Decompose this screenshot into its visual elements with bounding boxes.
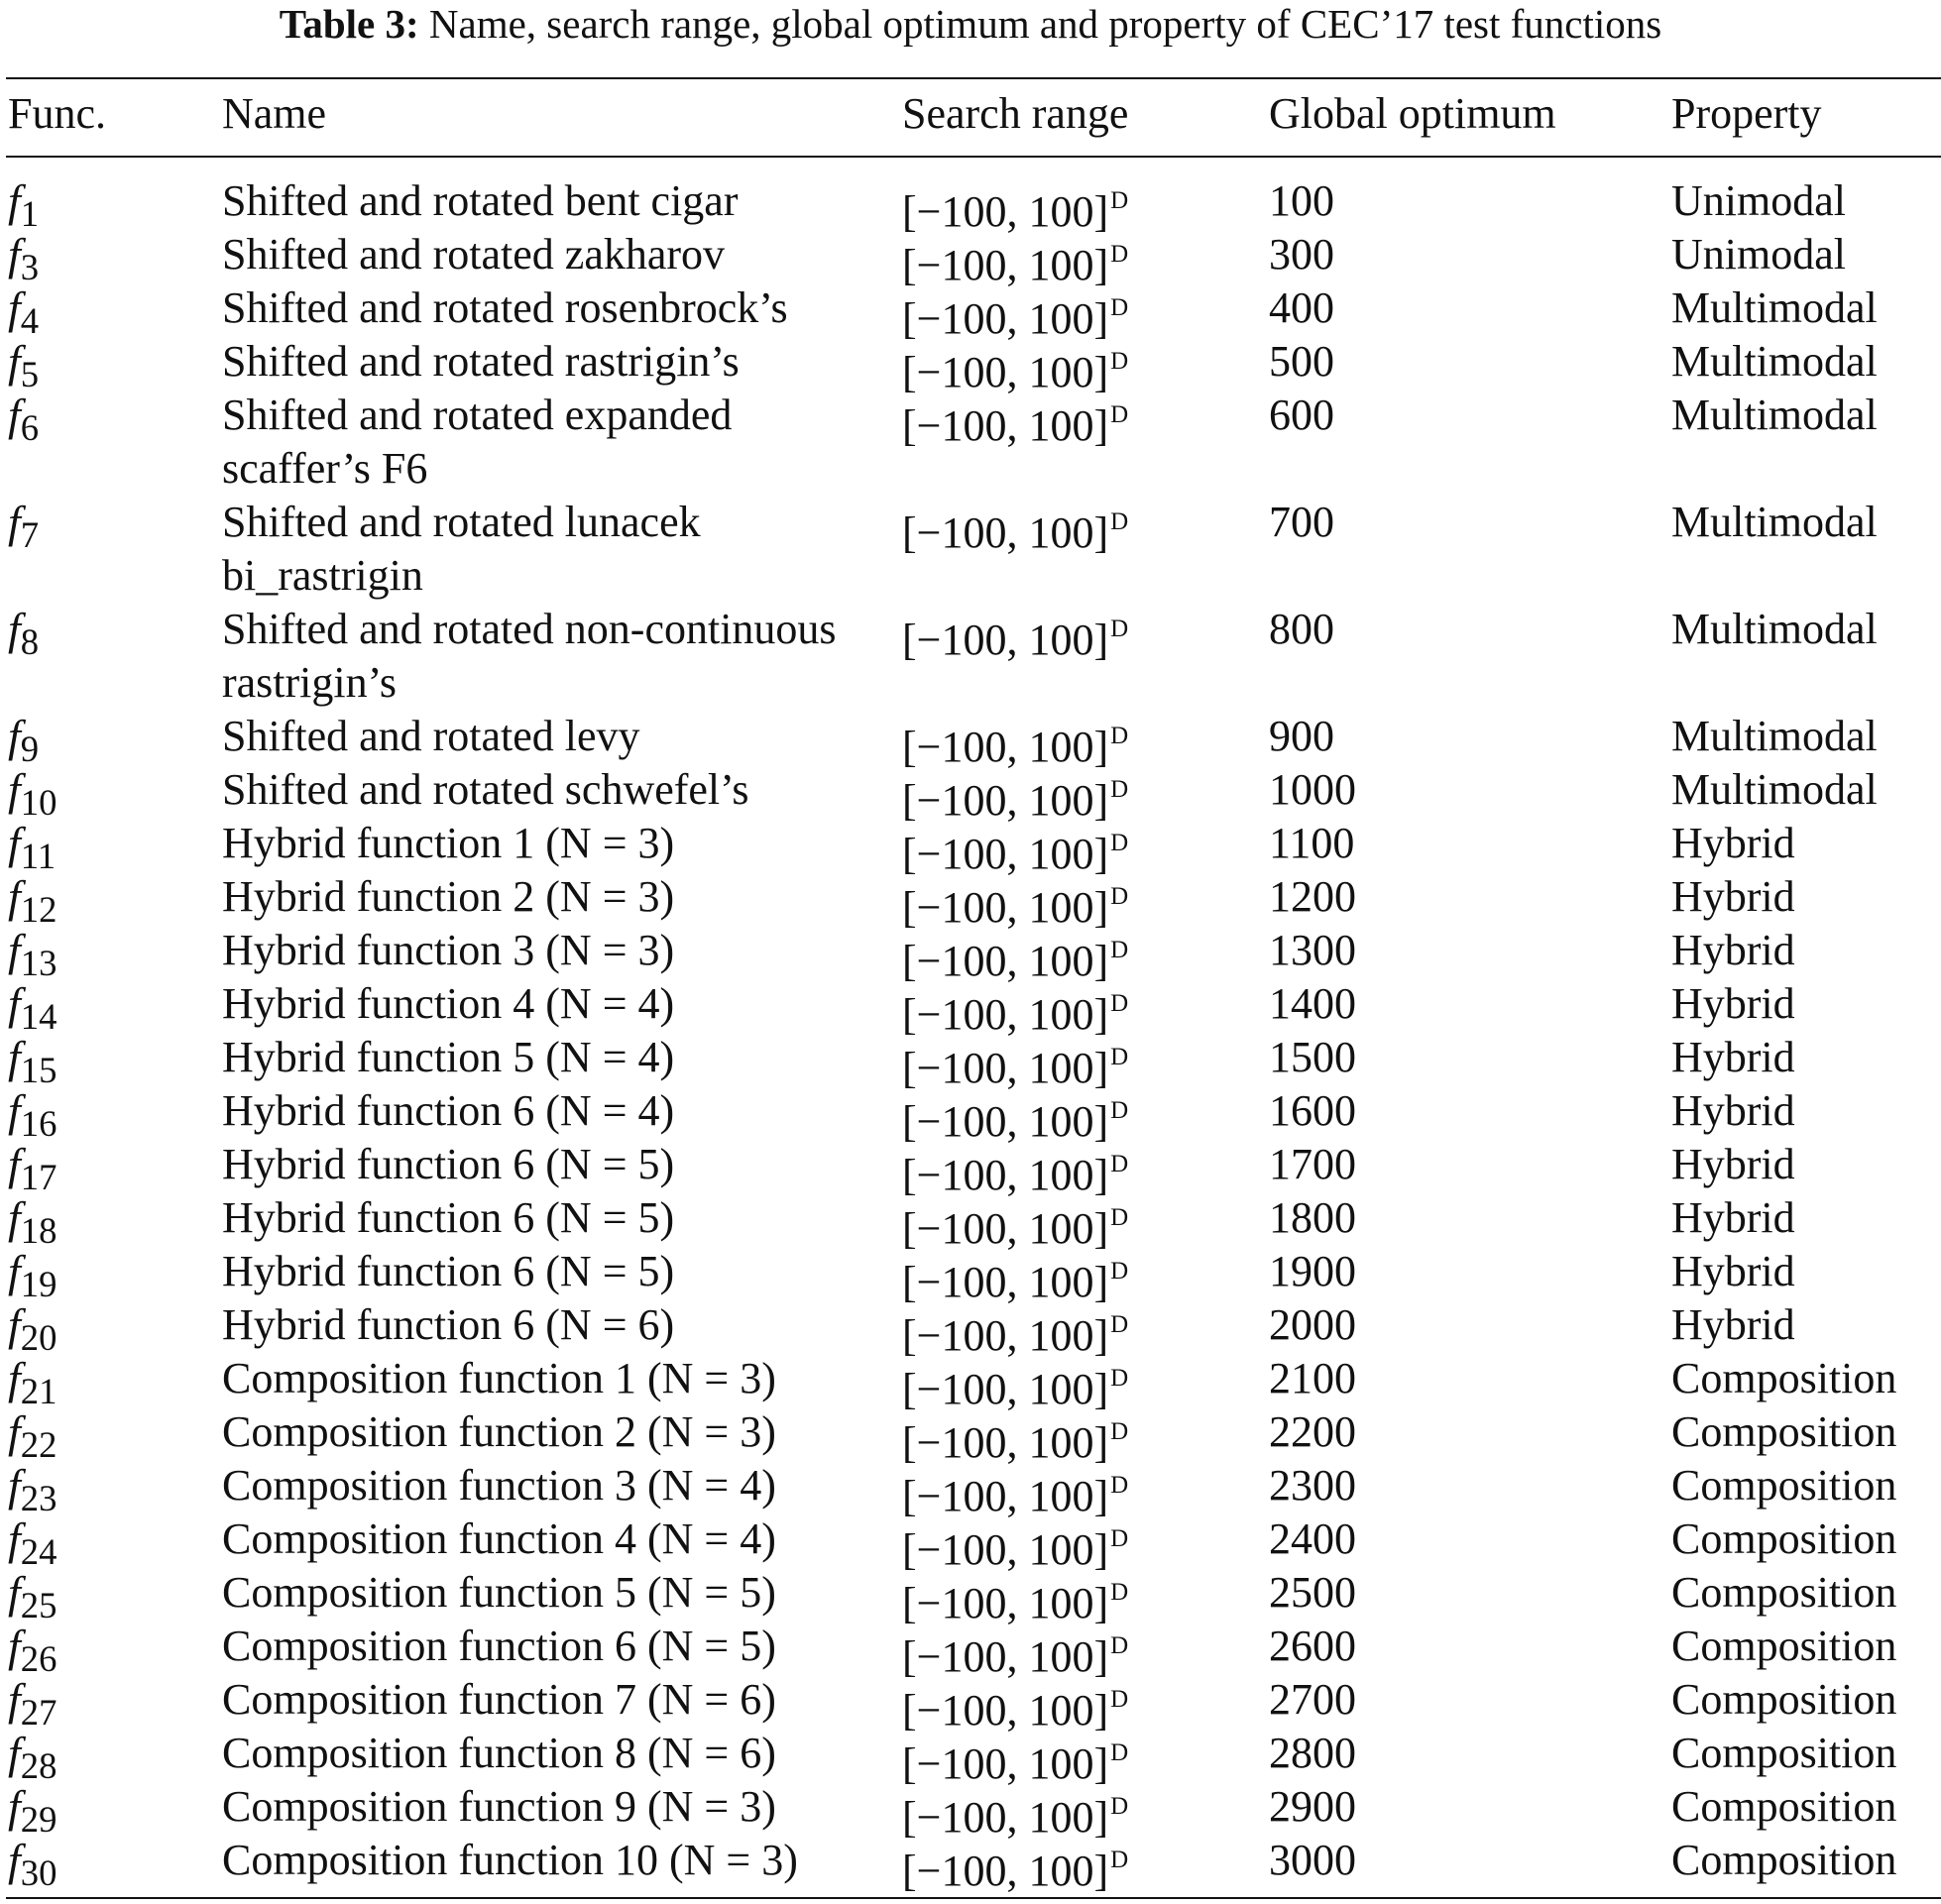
func-index: 9	[20, 728, 40, 769]
property-cell: Composition	[1671, 1354, 1897, 1402]
range-value: [−100, 100]	[902, 1525, 1109, 1574]
range-dimension: D	[1110, 616, 1129, 642]
header-func: Func.	[8, 89, 106, 138]
func-symbol: f	[8, 175, 21, 226]
property-cell: Hybrid	[1671, 872, 1795, 921]
name-cell: Hybrid function 3 (N = 3)	[222, 926, 675, 974]
func-symbol: f	[8, 1728, 21, 1778]
table-body	[0, 174, 1941, 1895]
global-optimum-cell: 2100	[1269, 1354, 1356, 1402]
property-cell: Multimodal	[1671, 605, 1878, 653]
func-symbol: f	[8, 1674, 21, 1725]
range-dimension: D	[1110, 1258, 1129, 1285]
func-cell	[8, 496, 39, 562]
func-index: 17	[20, 1156, 57, 1197]
name-cell: Hybrid function 6 (N = 6)	[222, 1300, 675, 1349]
range-value: [−100, 100]	[902, 1258, 1109, 1306]
func-index: 8	[20, 620, 40, 662]
range-value: [−100, 100]	[902, 1686, 1109, 1735]
property-cell: Composition	[1671, 1622, 1897, 1670]
range-dimension: D	[1110, 1739, 1129, 1766]
table-row	[0, 817, 1941, 878]
header-rule	[6, 156, 1941, 158]
caption-text: Name, search range, global optimum and property of CEC’17 test functions	[428, 1, 1662, 47]
func-index: 27	[20, 1691, 57, 1733]
range-value: [−100, 100]	[902, 1151, 1109, 1199]
name-cell: Composition function 6 (N = 5)	[222, 1622, 776, 1670]
global-optimum-cell: 1800	[1269, 1193, 1356, 1242]
func-symbol: f	[8, 1406, 21, 1457]
name-cell: Composition function 3 (N = 4)	[222, 1461, 776, 1510]
range-dimension: D	[1110, 1847, 1129, 1873]
name-cell: Composition function 8 (N = 6)	[222, 1729, 776, 1777]
name-cell: Shifted and rotated zakharov	[222, 230, 726, 279]
name-cell: Shifted and rotated levy	[222, 712, 640, 760]
func-symbol: f	[8, 604, 21, 654]
range-value: [−100, 100]	[902, 1632, 1109, 1681]
range-value: [−100, 100]	[902, 1472, 1109, 1520]
range-value: [−100, 100]	[902, 616, 1109, 664]
range-dimension: D	[1110, 776, 1129, 803]
top-rule	[6, 77, 1941, 79]
range-dimension: D	[1110, 401, 1129, 428]
search-range-cell	[902, 603, 1128, 667]
range-value: [−100, 100]	[902, 1793, 1109, 1842]
range-value: [−100, 100]	[902, 187, 1109, 236]
name-cell: Hybrid function 6 (N = 5)	[222, 1193, 675, 1242]
property-cell: Hybrid	[1671, 926, 1795, 974]
table-row	[0, 1834, 1941, 1895]
table-row	[0, 1298, 1941, 1360]
table-row	[0, 1620, 1941, 1681]
range-dimension: D	[1110, 187, 1129, 214]
global-optimum-cell: 1600	[1269, 1086, 1356, 1135]
table-row	[0, 174, 1941, 236]
func-index: 16	[20, 1102, 57, 1144]
property-cell: Hybrid	[1671, 1086, 1795, 1135]
func-index: 5	[20, 353, 40, 394]
func-cell	[8, 389, 39, 455]
func-index: 25	[20, 1584, 57, 1625]
table-row	[0, 603, 1941, 710]
func-index: 18	[20, 1209, 57, 1251]
range-value: [−100, 100]	[902, 830, 1109, 878]
func-index: 7	[20, 513, 40, 555]
range-dimension: D	[1110, 1632, 1129, 1659]
search-range-cell	[902, 1834, 1128, 1898]
table-row	[0, 281, 1941, 343]
func-symbol: f	[8, 978, 21, 1029]
property-cell: Hybrid	[1671, 979, 1795, 1028]
func-index: 11	[20, 835, 57, 876]
func-index: 15	[20, 1049, 57, 1090]
func-symbol: f	[8, 229, 21, 280]
range-value: [−100, 100]	[902, 1097, 1109, 1146]
range-value: [−100, 100]	[902, 1418, 1109, 1467]
range-dimension: D	[1110, 1044, 1129, 1070]
func-symbol: f	[8, 1353, 21, 1403]
global-optimum-cell: 2000	[1269, 1300, 1356, 1349]
global-optimum-cell: 1100	[1269, 819, 1355, 867]
property-cell: Multimodal	[1671, 283, 1878, 332]
property-cell: Unimodal	[1671, 230, 1846, 279]
table-row	[0, 1405, 1941, 1467]
range-value: [−100, 100]	[902, 401, 1109, 450]
global-optimum-cell: 3000	[1269, 1836, 1356, 1884]
global-optimum-cell: 2500	[1269, 1568, 1356, 1617]
table-row	[0, 1191, 1941, 1253]
global-optimum-cell: 600	[1269, 391, 1334, 439]
property-cell: Multimodal	[1671, 337, 1878, 386]
header-property: Property	[1671, 89, 1822, 138]
func-index: 22	[20, 1423, 57, 1465]
table-row	[0, 335, 1941, 396]
table-row	[0, 1138, 1941, 1199]
range-dimension: D	[1110, 294, 1129, 321]
range-dimension: D	[1110, 1151, 1129, 1177]
func-index: 6	[20, 406, 40, 448]
range-value: [−100, 100]	[902, 1739, 1109, 1788]
range-value: [−100, 100]	[902, 1044, 1109, 1092]
global-optimum-cell: 1000	[1269, 765, 1356, 814]
func-symbol: f	[8, 1460, 21, 1511]
name-cell: Shifted and rotated non-continuous rastrigin’s	[222, 605, 837, 707]
func-index: 14	[20, 995, 57, 1037]
global-optimum-cell: 1200	[1269, 872, 1356, 921]
global-optimum-cell: 1400	[1269, 979, 1356, 1028]
table-caption	[0, 0, 1941, 50]
range-value: [−100, 100]	[902, 937, 1109, 985]
property-cell: Hybrid	[1671, 819, 1795, 867]
name-cell: Shifted and rotated bent cigar	[222, 176, 739, 225]
func-symbol: f	[8, 711, 21, 761]
range-dimension: D	[1110, 830, 1129, 856]
global-optimum-cell: 1700	[1269, 1140, 1356, 1188]
range-dimension: D	[1110, 1418, 1129, 1445]
range-dimension: D	[1110, 1097, 1129, 1124]
table-row	[0, 496, 1941, 603]
name-cell: Hybrid function 4 (N = 4)	[222, 979, 675, 1028]
name-cell: Shifted and rotated expanded scaffer’s F6	[222, 391, 733, 493]
range-value: [−100, 100]	[902, 241, 1109, 289]
global-optimum-cell: 1500	[1269, 1033, 1356, 1081]
property-cell: Hybrid	[1671, 1033, 1795, 1081]
range-value: [−100, 100]	[902, 348, 1109, 396]
property-cell: Composition	[1671, 1675, 1897, 1724]
range-value: [−100, 100]	[902, 883, 1109, 932]
func-symbol: f	[8, 282, 21, 333]
property-cell: Hybrid	[1671, 1193, 1795, 1242]
table-row	[0, 1245, 1941, 1306]
name-cell: Shifted and rotated schwefel’s	[222, 765, 749, 814]
func-symbol: f	[8, 1299, 21, 1350]
func-index: 29	[20, 1798, 57, 1840]
func-index: 23	[20, 1477, 57, 1518]
name-cell: Composition function 9 (N = 3)	[222, 1782, 776, 1831]
table-row	[0, 228, 1941, 289]
range-dimension: D	[1110, 723, 1129, 749]
range-dimension: D	[1110, 348, 1129, 375]
property-cell: Hybrid	[1671, 1140, 1795, 1188]
global-optimum-cell: 900	[1269, 712, 1334, 760]
range-dimension: D	[1110, 1204, 1129, 1231]
func-symbol: f	[8, 336, 21, 387]
property-cell: Composition	[1671, 1568, 1897, 1617]
func-symbol: f	[8, 764, 21, 815]
func-index: 10	[20, 781, 57, 823]
table-row	[0, 1084, 1941, 1146]
name-cell: Composition function 2 (N = 3)	[222, 1407, 776, 1456]
global-optimum-cell: 800	[1269, 605, 1334, 653]
func-symbol: f	[8, 1567, 21, 1618]
property-cell: Hybrid	[1671, 1247, 1795, 1295]
func-symbol: f	[8, 1139, 21, 1189]
name-cell: Composition function 1 (N = 3)	[222, 1354, 776, 1402]
func-symbol: f	[8, 1835, 21, 1885]
func-index: 19	[20, 1263, 57, 1304]
name-cell: Hybrid function 6 (N = 5)	[222, 1247, 675, 1295]
property-cell: Composition	[1671, 1461, 1897, 1510]
func-index: 1	[20, 192, 40, 234]
range-value: [−100, 100]	[902, 1365, 1109, 1413]
table-row	[0, 1459, 1941, 1520]
range-dimension: D	[1110, 990, 1129, 1017]
name-cell: Hybrid function 6 (N = 4)	[222, 1086, 675, 1135]
range-value: [−100, 100]	[902, 990, 1109, 1039]
func-index: 4	[20, 299, 40, 341]
range-value: [−100, 100]	[902, 723, 1109, 771]
search-range-cell	[902, 496, 1128, 560]
table-row	[0, 870, 1941, 932]
func-index: 20	[20, 1316, 57, 1358]
range-value: [−100, 100]	[902, 1847, 1109, 1895]
func-index: 24	[20, 1530, 57, 1572]
range-dimension: D	[1110, 1311, 1129, 1338]
table-row	[0, 1780, 1941, 1842]
func-symbol: f	[8, 1621, 21, 1671]
func-symbol: f	[8, 1192, 21, 1243]
table-row	[0, 1673, 1941, 1735]
header-name: Name	[222, 89, 327, 138]
range-value: [−100, 100]	[902, 508, 1109, 557]
global-optimum-cell: 1300	[1269, 926, 1356, 974]
range-dimension: D	[1110, 1472, 1129, 1499]
name-cell: Hybrid function 6 (N = 5)	[222, 1140, 675, 1188]
global-optimum-cell: 1900	[1269, 1247, 1356, 1295]
property-cell: Multimodal	[1671, 498, 1878, 546]
property-cell: Unimodal	[1671, 176, 1846, 225]
name-cell: Shifted and rotated rastrigin’s	[222, 337, 740, 386]
range-value: [−100, 100]	[902, 776, 1109, 825]
property-cell: Composition	[1671, 1407, 1897, 1456]
range-value: [−100, 100]	[902, 1204, 1109, 1253]
func-symbol: f	[8, 1513, 21, 1564]
table-row	[0, 1512, 1941, 1574]
func-symbol: f	[8, 925, 21, 975]
func-symbol: f	[8, 1032, 21, 1082]
func-cell	[8, 1834, 57, 1900]
table-row	[0, 1031, 1941, 1092]
caption-label: Table 3:	[279, 1, 419, 47]
func-index: 12	[20, 888, 57, 930]
range-dimension: D	[1110, 508, 1129, 535]
global-optimum-cell: 2800	[1269, 1729, 1356, 1777]
range-dimension: D	[1110, 1793, 1129, 1820]
property-cell: Multimodal	[1671, 712, 1878, 760]
property-cell: Composition	[1671, 1836, 1897, 1884]
table-row	[0, 763, 1941, 825]
func-index: 21	[20, 1370, 57, 1411]
global-optimum-cell: 2400	[1269, 1514, 1356, 1563]
func-index: 28	[20, 1744, 57, 1786]
table-row	[0, 924, 1941, 985]
property-cell: Composition	[1671, 1729, 1897, 1777]
range-value: [−100, 100]	[902, 1311, 1109, 1360]
property-cell: Hybrid	[1671, 1300, 1795, 1349]
global-optimum-cell: 2600	[1269, 1622, 1356, 1670]
global-optimum-cell: 2300	[1269, 1461, 1356, 1510]
range-value: [−100, 100]	[902, 294, 1109, 343]
table-row	[0, 1566, 1941, 1627]
bottom-rule	[6, 1897, 1941, 1899]
global-optimum-cell: 700	[1269, 498, 1334, 546]
property-cell: Composition	[1671, 1782, 1897, 1831]
func-symbol: f	[8, 818, 21, 868]
name-cell: Composition function 7 (N = 6)	[222, 1675, 776, 1724]
global-optimum-cell: 2900	[1269, 1782, 1356, 1831]
table-row	[0, 977, 1941, 1039]
property-cell: Multimodal	[1671, 391, 1878, 439]
range-dimension: D	[1110, 937, 1129, 963]
func-symbol: f	[8, 871, 21, 922]
name-cell: Hybrid function 5 (N = 4)	[222, 1033, 675, 1081]
search-range-cell	[902, 389, 1128, 453]
func-symbol: f	[8, 1246, 21, 1296]
table-row	[0, 1352, 1941, 1413]
property-cell: Multimodal	[1671, 765, 1878, 814]
table-row	[0, 710, 1941, 771]
name-cell: Shifted and rotated rosenbrock’s	[222, 283, 788, 332]
name-cell: Hybrid function 2 (N = 3)	[222, 872, 675, 921]
func-index: 26	[20, 1637, 57, 1679]
global-optimum-cell: 300	[1269, 230, 1334, 279]
range-dimension: D	[1110, 1579, 1129, 1606]
range-dimension: D	[1110, 1686, 1129, 1713]
global-optimum-cell: 2700	[1269, 1675, 1356, 1724]
func-index: 13	[20, 942, 57, 983]
range-dimension: D	[1110, 1525, 1129, 1552]
table-row	[0, 1727, 1941, 1788]
func-symbol: f	[8, 1085, 21, 1136]
header-global-optimum: Global optimum	[1269, 89, 1556, 138]
func-index: 3	[20, 246, 40, 287]
name-cell: Composition function 4 (N = 4)	[222, 1514, 776, 1563]
table-row	[0, 389, 1941, 496]
name-cell: Hybrid function 1 (N = 3)	[222, 819, 675, 867]
global-optimum-cell: 500	[1269, 337, 1334, 386]
range-dimension: D	[1110, 241, 1129, 268]
func-symbol: f	[8, 390, 21, 440]
range-value: [−100, 100]	[902, 1579, 1109, 1627]
property-cell: Composition	[1671, 1514, 1897, 1563]
global-optimum-cell: 400	[1269, 283, 1334, 332]
range-dimension: D	[1110, 883, 1129, 910]
func-symbol: f	[8, 497, 21, 547]
header-search-range: Search range	[902, 89, 1129, 138]
name-cell: Composition function 5 (N = 5)	[222, 1568, 776, 1617]
func-index: 30	[20, 1851, 57, 1893]
name-cell: Composition function 10 (N = 3)	[222, 1836, 798, 1884]
name-cell: Shifted and rotated lunacek bi_rastrigin	[222, 498, 701, 600]
global-optimum-cell: 100	[1269, 176, 1334, 225]
func-symbol: f	[8, 1781, 21, 1832]
func-cell	[8, 603, 39, 669]
global-optimum-cell: 2200	[1269, 1407, 1356, 1456]
range-dimension: D	[1110, 1365, 1129, 1392]
